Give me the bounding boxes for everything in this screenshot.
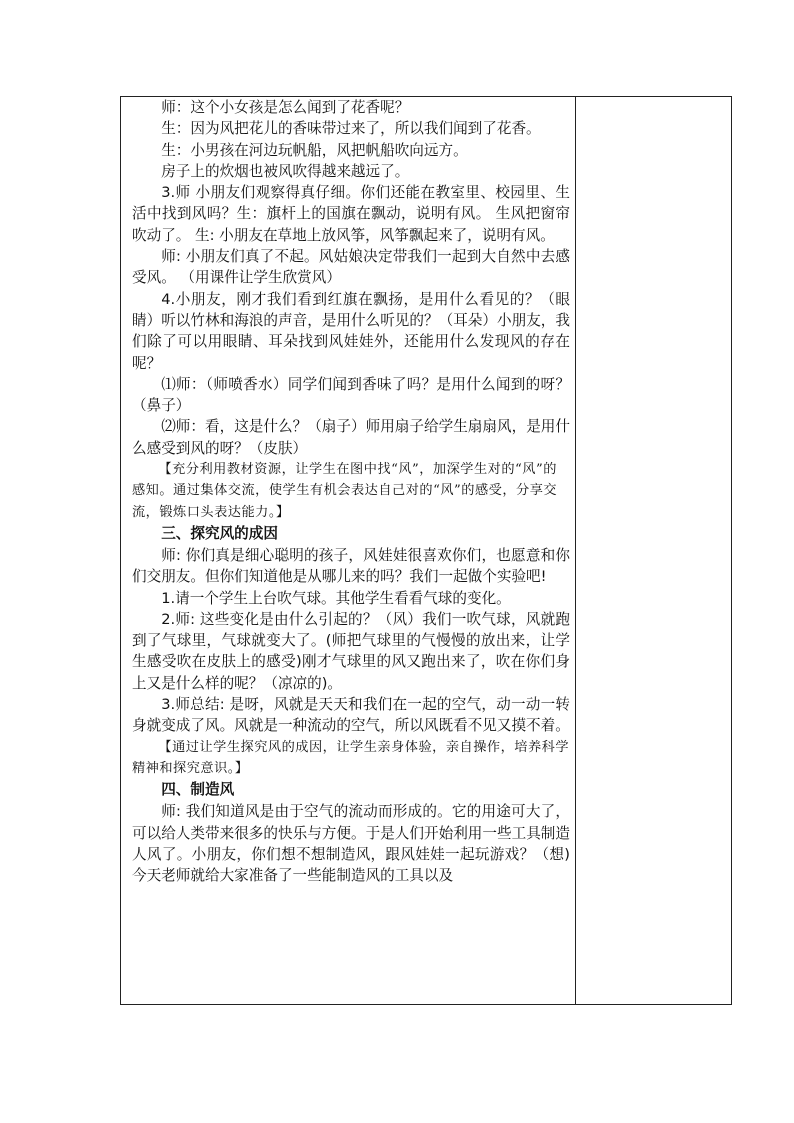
- paragraph: 房子上的炊烟也被风吹得越来越远了。: [161, 162, 410, 180]
- paragraph: ⑵师：看，这是什么？（扇子）师用扇子给学生扇扇风，是用什么感受到风的呀？（皮肤）: [132, 418, 570, 457]
- paragraph: 2.师: 这些变化是由什么引起的？（风）我们一吹气球，风就跑到了气球里，气球就变大了。(师把气球里的气慢慢的放出来，让学生感受吹在皮肤上的感受)刚才气球里的风又跑出来了，吹在你们身上又是什么样的呢？（凉凉的)。: [132, 610, 570, 692]
- paragraph: 3.师总结: 是呀，风就是天天和我们在一起的空气，动一动一转身就变成了风。风就是一种流动的空气，所以风既看不见又摸不着。: [132, 696, 570, 735]
- paragraph: 生：因为风把花儿的香味带过来了，所以我们闻到了花香。: [161, 120, 541, 138]
- paragraph: 师: 我们知道风是由于空气的流动而形成的。它的用途可大了，可以给人类带来很多的快乐与方便。于是人们开始利用一些工具制造人风了。小朋友，你们想不想制造风，跟风娃娃一起玩游戏？（想)今天老师就给大家准备了一些能制造风的工具以及: [132, 803, 570, 885]
- paragraph: 师: 你们真是细心聪明的孩子，风娃娃很喜欢你们，也愿意和你们交朋友。但你们知道他是从哪儿来的吗？我们一起做个实验吧!: [132, 546, 570, 586]
- paragraph: 师: 小朋友们真了不起。风姑娘决定带我们一起到大自然中去感受风。 （用课件让学生欣赏风）: [132, 248, 570, 287]
- design-note: 【充分利用教材资源，让学生在图中找“风”，加深学生对的“风”的感知。通过集体交流，使学生有机会表达自己对的“风”的感受，分享交流，锻炼口头表达能力。】: [132, 462, 558, 520]
- paragraph: 4.小朋友，刚才我们看到红旗在飘扬，是用什么看见的？（眼睛）听以竹林和海浪的声音，是用什么听见的？（耳朵）小朋友，我们除了可以用眼睛、耳朵找到风娃娃外，还能用什么发现风的存在呢？: [132, 290, 570, 372]
- design-note: 【通过让学生探究风的成因，让学生亲身体验，亲自操作，培养科学精神和探究意识。】: [132, 739, 570, 776]
- column-divider: [575, 96, 576, 1005]
- lesson-content: [132, 97, 570, 886]
- paragraph: 3.师 小朋友们观察得真仔细。你们还能在教室里、校园里、生活中找到风吗？生：旗杆上的国旗在飘动，说明有风。 生风把窗帘吹动了。 生: 小朋友在草地上放风筝，风筝飘起来了，说明有风。: [132, 184, 570, 244]
- paragraph: 生：小男孩在河边玩帆船，风把帆船吹向远方。: [161, 141, 468, 159]
- paragraph: 师：这个小女孩是怎么闻到了花香呢？: [161, 99, 410, 116]
- paragraph: 1.请一个学生上台吹气球。其他学生看看气球的变化。: [161, 589, 511, 607]
- paragraph: ⑴师：（师喷香水）同学们闻到香味了吗？是用什么闻到的呀？（鼻子）: [132, 375, 570, 415]
- section-heading: 三、探究风的成因: [161, 524, 278, 542]
- section-heading: 四、制造风: [161, 781, 235, 799]
